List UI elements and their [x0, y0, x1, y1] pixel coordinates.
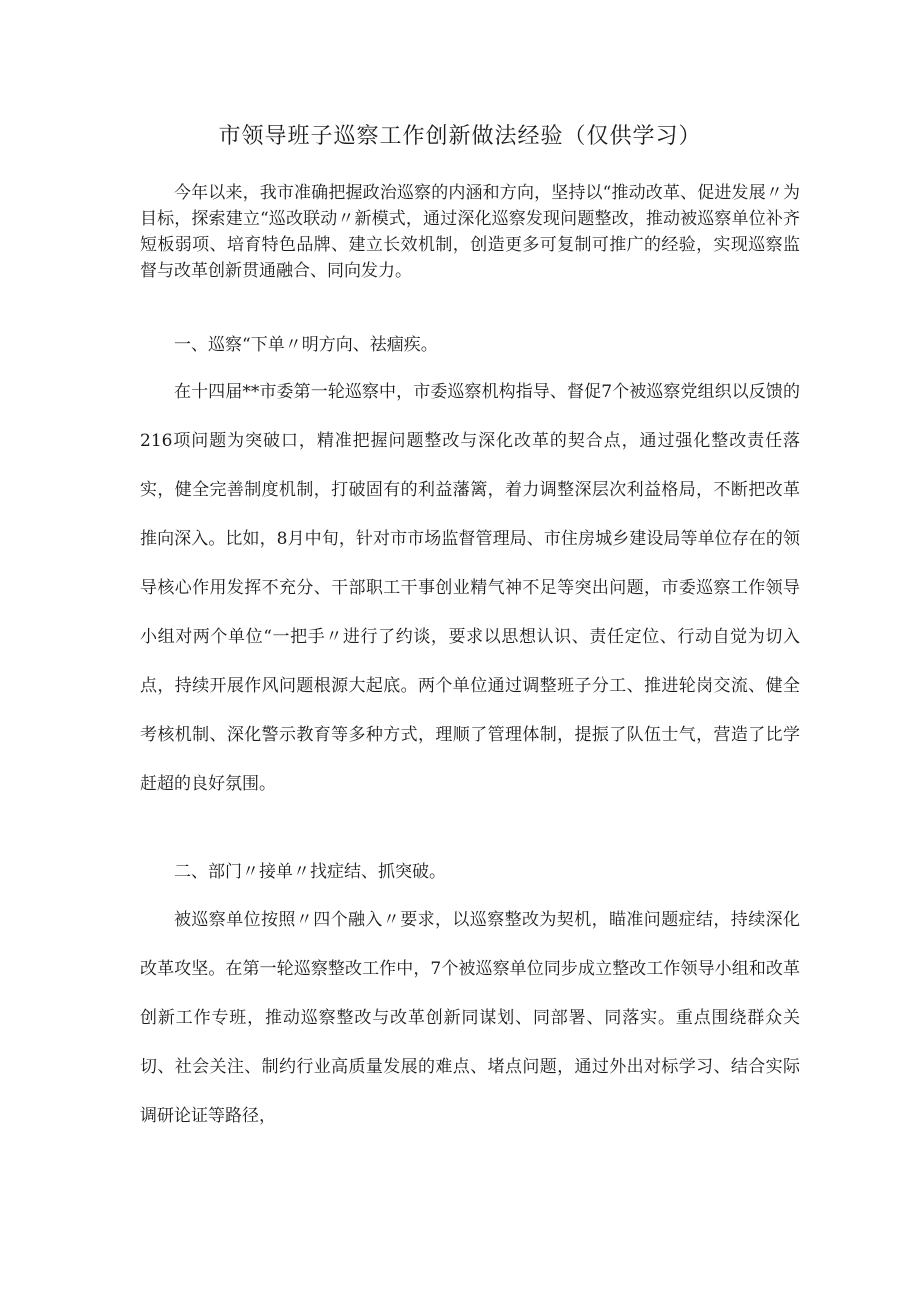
- section-1-heading: 一、巡察“下单〃明方向、祛痼疾。: [174, 335, 438, 355]
- section-2-heading: 二、部门〃接单〃找症结、抓突破。: [174, 862, 446, 882]
- intro-paragraph: 今年以来，我市准确把握政治巡察的内涵和方向，坚持以“推动改革、促进发展〃为目标，探索建立“巡改联动〃新模式，通过深化巡察发现问题整改，推动被巡察单位补齐短板弱项、培育特色品牌、建立长效机制，创造更多可复制可推广的经验，实现巡察监督与改革创新贯通融合、同向发力。: [140, 183, 800, 281]
- document-title: 市领导班子巡察工作创新做法经验（仅供学习）: [218, 124, 702, 149]
- section-1-body: 在十四届**市委第一轮巡察中，市委巡察机构指导、督促7个被巡察党组织以反馈的216项问题为突破口，精准把握问题整改与深化改革的契合点，通过强化整改责任落实，健全完善制度机制，打破固有的利益藩篱，着力调整深层次利益格局，不断把改革推向深入。比如，8月中旬，针对市市场监督管理局、市住房城乡建设局等单位存在的领导核心作用发挥不充分、干部职工干事创业精气神不足等突出问题，市委巡察工作领导小组对两个单位“一把手〃进行了约谈，要求以思想认识、责任定位、行动自觉为切入点，持续开展作风问题根源大起底。两个单位通过调整班子分工、推进轮岗交流、健全考核机制、深化警示教育等多种方式，理顺了管理体制，提振了队伍士气，营造了比学赶超的良好氛围。: [140, 382, 800, 794]
- section-2-body: 被巡察单位按照〃四个融入〃要求，以巡察整改为契机，瞄准问题症结，持续深化改革攻坚。在第一轮巡察整改工作中，7个被巡察单位同步成立整改工作领导小组和改革创新工作专班，推动巡察整改与改革创新同谋划、同部署、同落实。重点围绕群众关切、社会关注、制约行业高质量发展的难点、堵点问题，通过外出对标学习、结合实际调研论证等路径，: [140, 910, 800, 1126]
